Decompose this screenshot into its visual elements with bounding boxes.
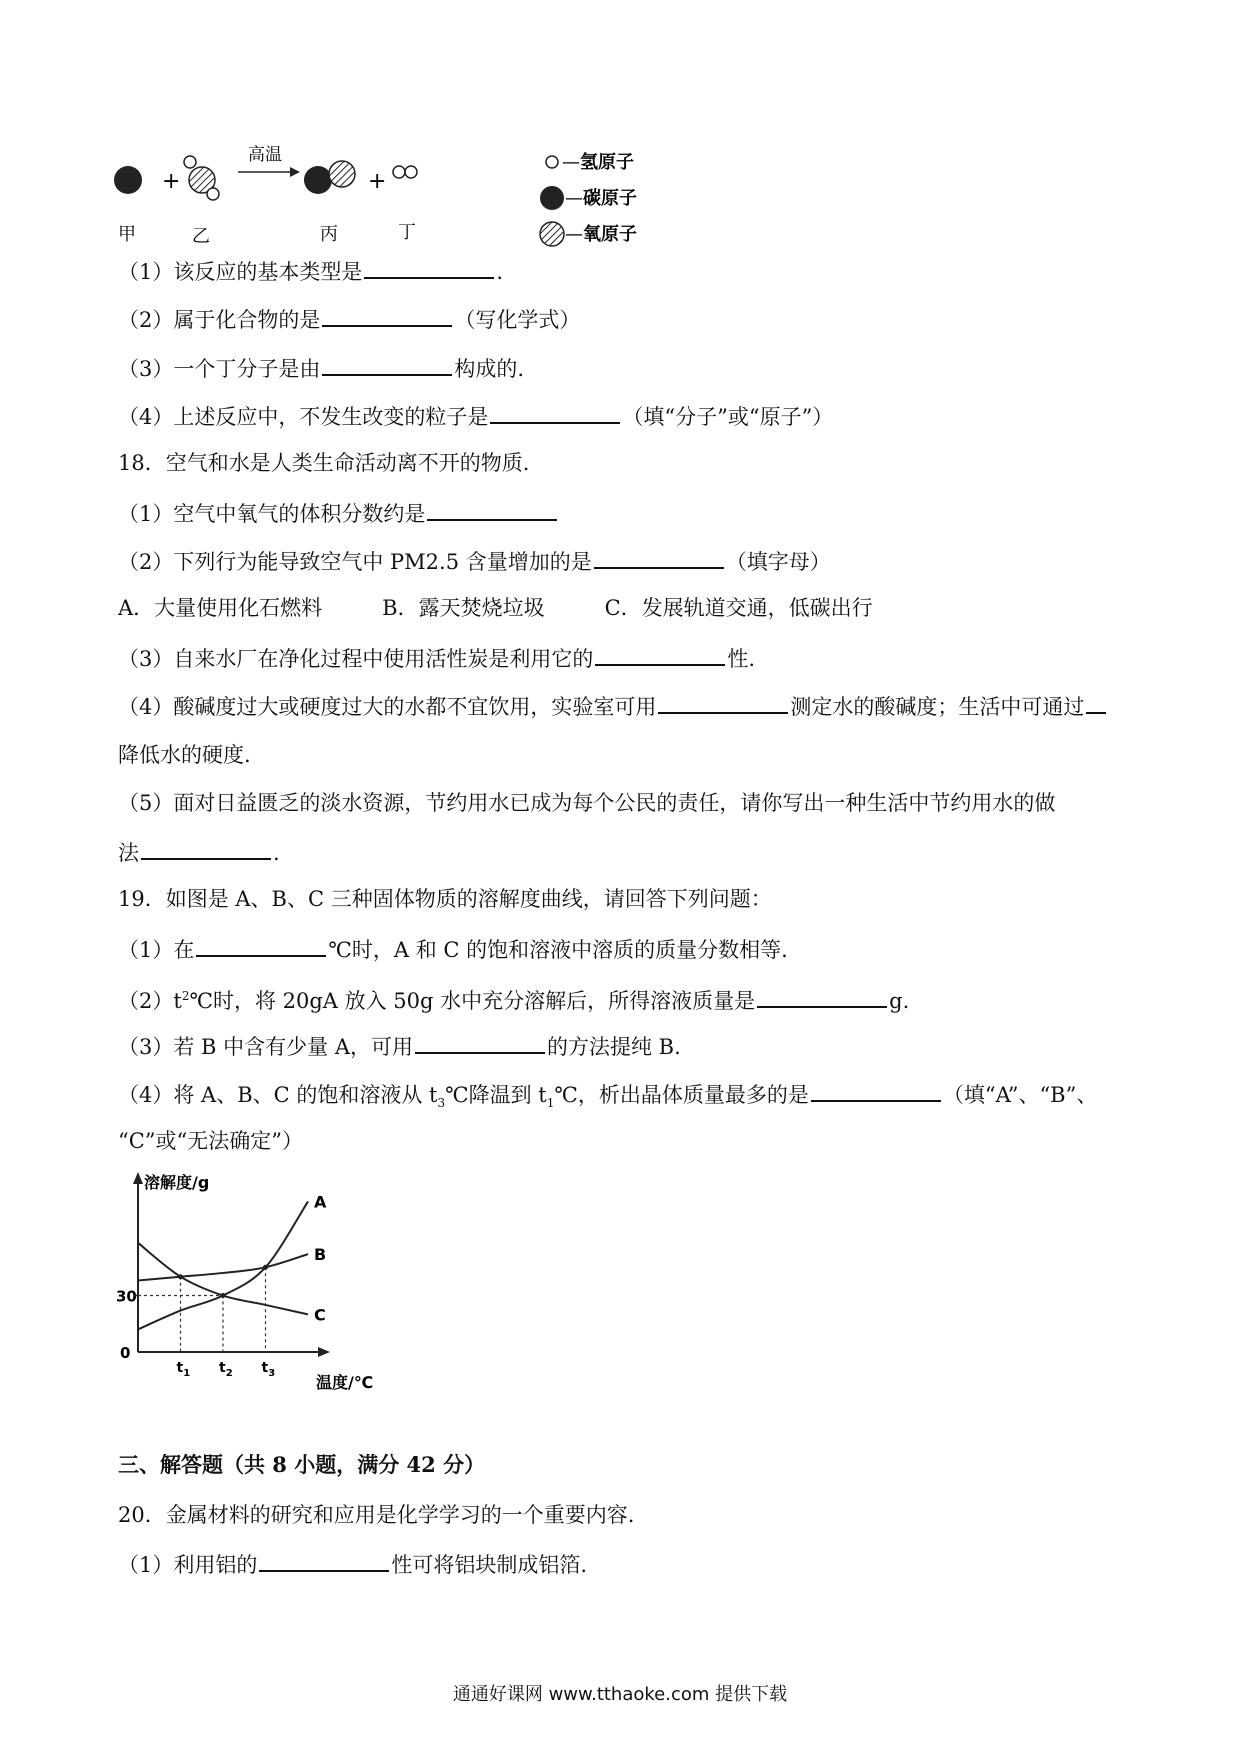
q18-part2: （2）下列行为能导致空气中 PM2.5 含量增加的是 （填字母）: [118, 545, 831, 577]
oxygen-atom-icon: [540, 222, 564, 246]
q18-part4: （4）酸碱度过大或硬度过大的水都不宜饮用，实验室可用 测定水的酸碱度；生活中可通过: [118, 690, 1108, 722]
answer-blank[interactable]: [811, 1078, 941, 1102]
arrow-head-icon: [290, 167, 300, 177]
q18-part3: （3）自来水厂在净化过程中使用活性炭是利用它的 性.: [118, 642, 755, 674]
q19-stem: 19．如图是 A、B、C 三种固体物质的溶解度曲线，请回答下列问题：: [118, 887, 772, 911]
q18-options: [118, 593, 933, 623]
label-bing: 丙: [320, 224, 338, 245]
section-title: 三、解答题（共 8 小题，满分 42 分）: [118, 1452, 486, 1477]
hydrogen-atom-icon: [207, 188, 219, 200]
answer-blank[interactable]: [141, 836, 271, 860]
hydrogen-atom-icon: [546, 156, 558, 168]
oxygen-atom-icon: [329, 161, 355, 187]
answer-blank[interactable]: [196, 933, 326, 957]
answer-blank[interactable]: [490, 400, 620, 424]
label-yi: 乙: [192, 226, 210, 247]
answer-blank[interactable]: [594, 545, 724, 569]
x-tick-label: $t_1$: [176, 1360, 191, 1379]
q17-part1: （1）该反应的基本类型是 .: [118, 255, 503, 287]
y-tick-label: 30: [116, 1287, 137, 1306]
answer-blank[interactable]: [259, 1548, 389, 1572]
series-label-a: A: [314, 1192, 327, 1212]
series-label-c: C: [314, 1305, 326, 1325]
hydrogen-atom-icon: [393, 166, 405, 178]
legend-carbon: 碳原子: [583, 188, 637, 209]
label-jia: 甲: [118, 224, 136, 245]
answer-blank[interactable]: [415, 1030, 545, 1054]
answer-blank[interactable]: [1086, 690, 1106, 714]
reaction-diagram: [110, 140, 670, 250]
series-label-b: B: [314, 1245, 327, 1265]
chart-ylabel: 溶解度/g: [144, 1173, 210, 1192]
answer-blank[interactable]: [658, 690, 788, 714]
solubility-chart: [116, 1170, 386, 1400]
q19-part1: （1）在 ℃时，A 和 C 的饱和溶液中溶质的质量分数相等.: [118, 933, 788, 965]
legend: [540, 151, 637, 246]
legend-dash: —: [565, 224, 583, 245]
q18-part1: （1）空气中氧气的体积分数约是: [118, 497, 559, 529]
carbon-atom-icon: [304, 166, 332, 194]
carbon-atom-icon: [114, 166, 142, 194]
hydrogen-atom-icon: [184, 156, 196, 168]
series-line-b: [138, 1254, 308, 1280]
q19-part3: （3）若 B 中含有少量 A，可用 的方法提纯 B.: [118, 1030, 681, 1062]
plus-sign: +: [368, 169, 387, 194]
x-axis-arrow-icon: [318, 1347, 330, 1357]
plus-sign: +: [162, 169, 181, 194]
answer-blank[interactable]: [364, 255, 494, 279]
answer-blank[interactable]: [757, 984, 887, 1008]
q18-stem: 18．空气和水是人类生命活动离不开的物质.: [118, 451, 530, 475]
chart-lines: [138, 1192, 327, 1329]
option-b: B．露天焚烧垃圾: [382, 596, 545, 620]
q17-part3: （3）一个丁分子是由 构成的.: [118, 352, 524, 384]
legend-dash: —: [565, 188, 583, 209]
x-tick-label: $t_3$: [261, 1360, 276, 1379]
answer-blank[interactable]: [427, 497, 557, 521]
page-footer: 通通好课网 www.tthaoke.com 提供下载: [452, 1684, 788, 1705]
y-tick-label: 0: [120, 1344, 131, 1362]
q20-part1: （1）利用铝的 性可将铝块制成铝箔.: [118, 1548, 587, 1580]
y-axis-arrow-icon: [133, 1172, 143, 1184]
legend-oxygen: 氧原子: [583, 224, 637, 245]
answer-blank[interactable]: [322, 303, 452, 327]
reaction-condition: 高温: [248, 145, 282, 165]
q17-part4: （4）上述反应中，不发生改变的粒子是 （填“分子”或“原子”）: [118, 400, 833, 432]
carbon-atom-icon: [540, 186, 564, 210]
q20-stem: 20．金属材料的研究和应用是化学学习的一个重要内容.: [118, 1503, 635, 1527]
q18-part5-cont: 法 .: [118, 836, 280, 868]
chart-xlabel: 温度/℃: [316, 1373, 374, 1392]
x-tick-label: $t_2$: [219, 1360, 233, 1379]
label-ding: 丁: [398, 222, 416, 243]
q19-part4-cont: “C”或“无法确定”）: [118, 1129, 304, 1153]
q19-part4: （4）将 A、B、C 的饱和溶液从 $t_3℃$降温到 $t_1℃$，析出晶体质量最多的是 （填“A”、“B”、: [118, 1078, 1097, 1118]
q18-part5: （5）面对日益匮乏的淡水资源，节约用水已成为每个公民的责任，请你写出一种生活中节约用水的做: [118, 791, 1056, 815]
q18-part4-cont: 降低水的硬度.: [118, 743, 251, 767]
option-a: A．大量使用化石燃料: [118, 596, 323, 620]
hydrogen-atom-icon: [405, 166, 417, 178]
legend-hydrogen: 氢原子: [580, 152, 634, 173]
q19-part2: $(2)t^2℃$时，将 20gA 放入 50g 水中充分溶解后，所得溶液质量是 g.: [118, 981, 909, 1016]
answer-blank[interactable]: [322, 352, 452, 376]
option-c: C．发展轨道交通，低碳出行: [604, 596, 873, 620]
q17-part2: （2）属于化合物的是 （写化学式）: [118, 303, 580, 335]
answer-blank[interactable]: [595, 642, 725, 666]
legend-dash: —: [562, 152, 580, 173]
